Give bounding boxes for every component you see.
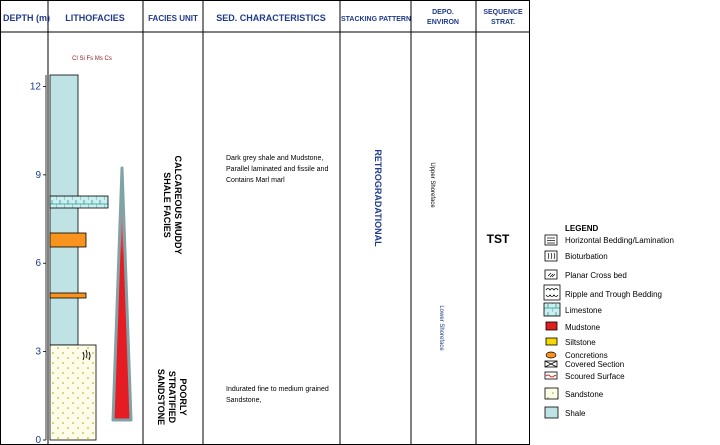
header-sequence-strat-2: STRAT. [491,19,515,26]
legend-label-scoured-surface: Scoured Surface [565,372,625,381]
header-stacking-pattern: STACKING PATTERN [341,16,411,23]
facies-unit-lower [156,369,188,425]
header-depo-environ-2: ENVIRON [427,19,459,26]
sandstone-icon [545,388,558,399]
legend-label-concretions: Concretions [565,351,608,360]
svg-text:STRATIFIED: STRATIFIED [167,370,177,424]
legend [544,224,674,418]
legend-label-covered-section: Covered Section [565,360,625,369]
orange-thin-bed [50,293,86,298]
header-sed-characteristics: SED. CHARACTERISTICS [216,13,326,23]
svg-text:CALCAREOUS MUDDY: CALCAREOUS MUDDY [173,155,183,255]
legend-label-horizontal-bedding: Horizontal Bedding/Lamination [565,236,674,245]
sed-description-lower-2: Sandstone, [226,397,262,404]
mudstone-icon [546,322,557,330]
shale-bed [50,75,78,345]
header-depo-environ-1: DEPO. [432,9,454,16]
scoured-surface-icon [545,372,557,379]
depth-axis [30,81,46,445]
orange-bed [50,233,86,247]
planar-cross-bed-icon [545,270,557,279]
limestone-bed [50,196,108,208]
retrogradational-trend-triangle [113,168,131,420]
horizontal-bedding-icon [545,235,557,245]
siltstone-icon [546,338,557,345]
sequence-strat-label: TST [486,232,510,246]
shale-icon [545,407,558,418]
limestone-icon [544,303,560,316]
facies-unit-upper [162,156,183,255]
concretions-icon [546,352,556,358]
legend-label-limestone: Limestone [565,306,602,315]
bioturbation-icon [545,251,557,261]
header-lithofacies: LITHOFACIES [65,13,125,23]
grain-size-scale: Cl Si Fs Ms Cs [72,56,112,62]
sed-description-upper-2: Parallel laminated and fissile and [226,166,329,173]
legend-label-shale: Shale [565,409,586,418]
legend-label-sandstone: Sandstone [565,390,604,399]
legend-label-bioturbation: Bioturbation [565,252,608,261]
header-facies-unit: FACIES UNIT [148,14,198,23]
depo-environ-lower: Lower Shoreface [438,305,444,351]
legend-title: LEGEND [565,224,599,233]
sed-description-upper-1: Dark grey shale and Mudstone, [226,155,324,162]
header-sequence-strat-1: SEQUENCE [483,9,523,16]
covered-section-icon [545,361,557,367]
depth-tick-label: 3 [35,346,41,358]
legend-label-mudstone: Mudstone [565,323,601,332]
depth-tick-label: 9 [35,169,41,181]
sed-description-lower-1: Indurated fine to medium grained [226,386,329,393]
depth-tick-label: 6 [35,258,41,270]
depth-tick-label: 12 [29,81,41,93]
sed-description-upper-3: Contains Marl marl [226,177,285,184]
svg-text:POORLY: POORLY [178,378,188,416]
legend-label-siltstone: Siltstone [565,338,596,347]
depth-tick-label: 0 [35,435,41,445]
svg-text:SANDSTONE: SANDSTONE [156,368,166,426]
svg-text:SHALE FACIES: SHALE FACIES [162,172,172,238]
ripple-trough-icon [544,285,560,300]
legend-label-planar-cross-bed: Planar Cross bed [565,271,627,280]
depo-environ-upper: Upper Shoreface [429,162,435,208]
header-depth: DEPTH (m) [3,13,50,23]
stacking-pattern-label: RETROGRADATIONAL [373,149,383,247]
legend-label-ripple-trough: Ripple and Trough Bedding [565,290,662,299]
